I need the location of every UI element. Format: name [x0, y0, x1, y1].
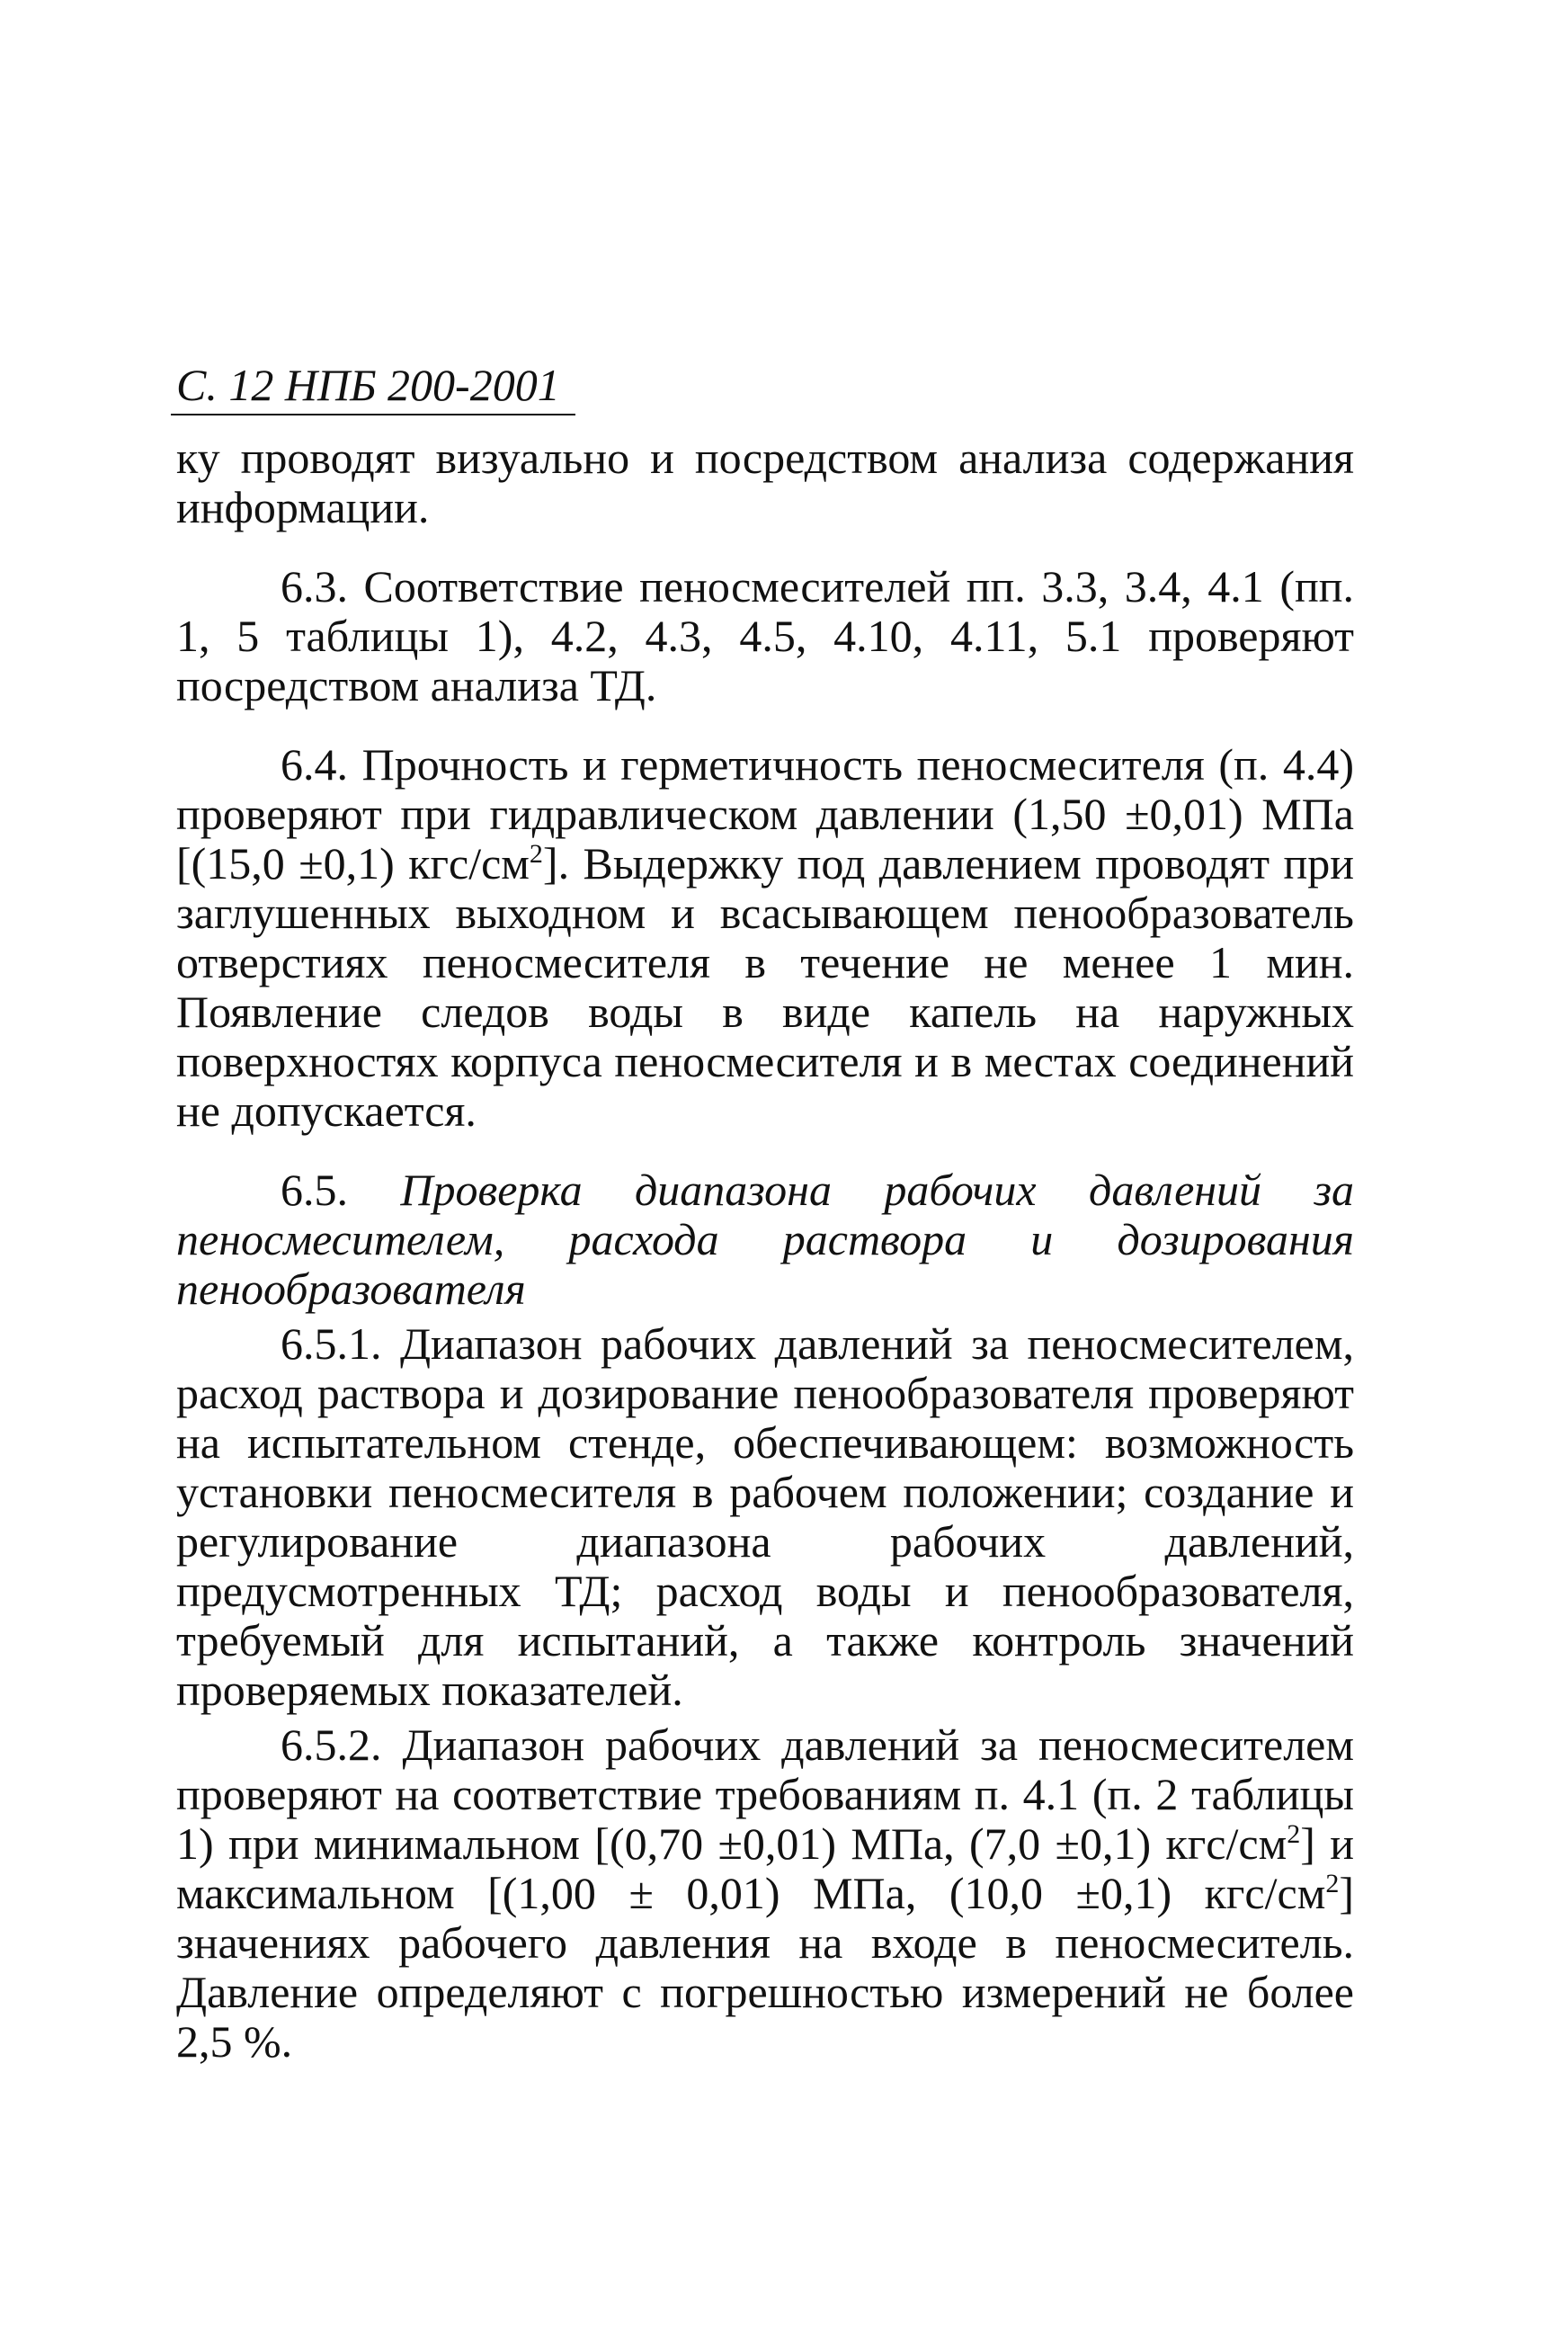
superscript: 2: [1287, 1819, 1301, 1849]
superscript: 2: [1325, 1869, 1340, 1898]
paragraph-6-4-text-2: ]. Выдержку под давлением проводят при заглушенных выходном и всасывающем пенообразователь отверстиях пеносмесителя в течение не менее 1 мин. Появление следов воды в виде капель на наружных поверхностях корпуса пеносмесителя и в местах соединений не допускается.: [176, 838, 1355, 1136]
paragraph-6-5-2-text-2: ] и максимальном [(1,00 ± 0,01) МПа, (10,0 ±0,1) кгс/см: [176, 1818, 1354, 1918]
paragraph-6-3: 6.3. Соответствие пеносмесителей пп. 3.3, 3.4, 4.1 (пп. 1, 5 таблицы 1), 4.2, 4.3, 4.5, 4.10, 4.11, 5.1 проверяют посредством анализа ТД.: [176, 561, 1354, 710]
paragraph-6-5-1: 6.5.1. Диапазон рабочих давлений за пеносмесителем, расход раствора и дозирование пенообразователя проверяют на испытательном стенде, обеспечивающем: возможность установки пеносмесителя в рабочем положении; создание и регулирование диапазона рабочих давлений, предусмотренных ТД; расход воды и пенообразователя, требуемый для испытаний, а также контроль значений проверяемых показателей.: [176, 1318, 1354, 1715]
paragraph-6-5-2: [176, 1720, 1354, 2067]
paragraph-6-5-2-text-3: ] значениях рабочего давления на входе в пеносмеситель. Давление определяют с погрешностью измерений не более 2,5 %.: [176, 1868, 1354, 2067]
paragraph-6-4-text-1: 6.4. Прочность и герметичность пеносмесителя (п. 4.4) проверяют при гидравлическом давлении (1,50 ±0,01) МПа [(15,0 ±0,1) кгс/см: [176, 739, 1354, 889]
paragraph-6-5-2-text-1: 6.5.2. Диапазон рабочих давлений за пеносмесителем проверяют на соответствие требованиям п. 4.1 (п. 2 таблицы 1) при минимальном [(0,70 ±0,01) МПа, (7,0 ±0,1) кгс/см: [176, 1719, 1354, 1869]
paragraph-6-4: [176, 740, 1354, 1136]
superscript: 2: [529, 839, 543, 869]
section-heading-6-5: [176, 1166, 1354, 1314]
body-text: [176, 433, 1354, 2067]
running-head: С. 12 НПБ 200-2001: [176, 360, 560, 410]
section-number: 6.5.: [281, 1165, 348, 1215]
section-title: Проверка диапазона рабочих давлений за пеносмесителем, расхода раствора и дозирования пенообразователя: [176, 1165, 1354, 1314]
header-rule: [171, 414, 575, 415]
paragraph-continuation: ку проводят визуально и посредством анализа содержания информации.: [176, 433, 1354, 532]
